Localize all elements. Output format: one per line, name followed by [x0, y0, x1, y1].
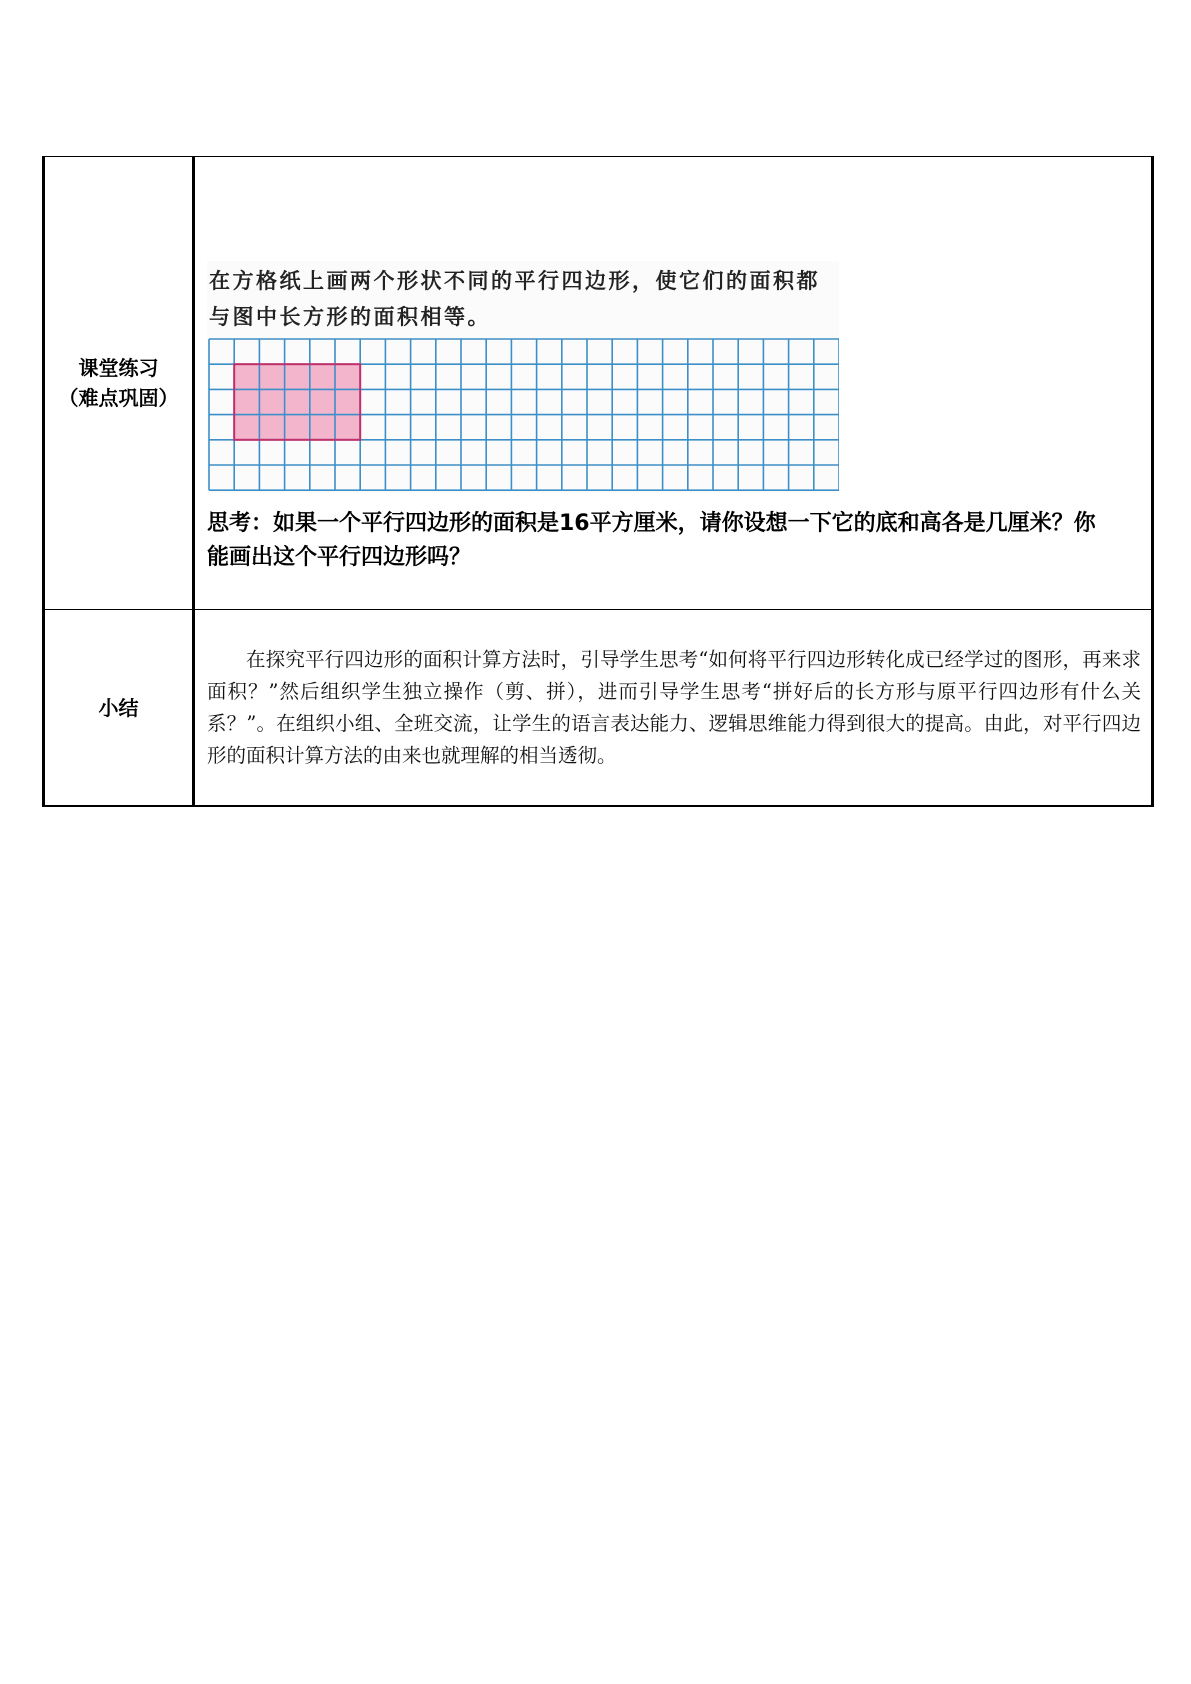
square-grid: [207, 337, 839, 493]
pink-rectangle: [234, 364, 360, 440]
exercise-instruction: [209, 263, 837, 335]
practice-label-cell: [44, 157, 194, 610]
exercise-figure: [207, 261, 839, 493]
practice-label: 课堂练习: [78, 356, 159, 380]
practice-content-cell: [194, 157, 1153, 610]
summary-row: [44, 610, 1153, 807]
lesson-plan-table: [42, 156, 1154, 807]
summary-label: 小结: [98, 695, 139, 720]
summary-content-cell: [194, 610, 1153, 807]
practice-sublabel: （难点巩固）: [58, 386, 179, 410]
practice-row: [44, 157, 1153, 610]
summary-paragraph: 在探究平行四边形的面积计算方法时，引导学生思考“如何将平行四边形转化成已经学过的图形，再来求面积？”然后组织学生独立操作（剪、拼），进而引导学生思考“拼好后的长方形与原平行四边形有什么关系？”。在组织小组、全班交流，让学生的语言表达能力、逻辑思维能力得到很大的提高。由此，对平行四边形的面积计算方法的由来也就理解的相当透彻。: [207, 647, 1141, 767]
summary-label-cell: [44, 610, 194, 807]
exercise-instruction-line-1: 在方格纸上画两个形状不同的平行四边形，使它们的面积都: [209, 268, 820, 293]
think-question: 思考：如果一个平行四边形的面积是16平方厘米，请你设想一下它的底和高各是几厘米？你能画出这个平行四边形吗？: [207, 511, 1096, 570]
exercise-instruction-line-2: 与图中长方形的面积相等。: [209, 304, 491, 329]
